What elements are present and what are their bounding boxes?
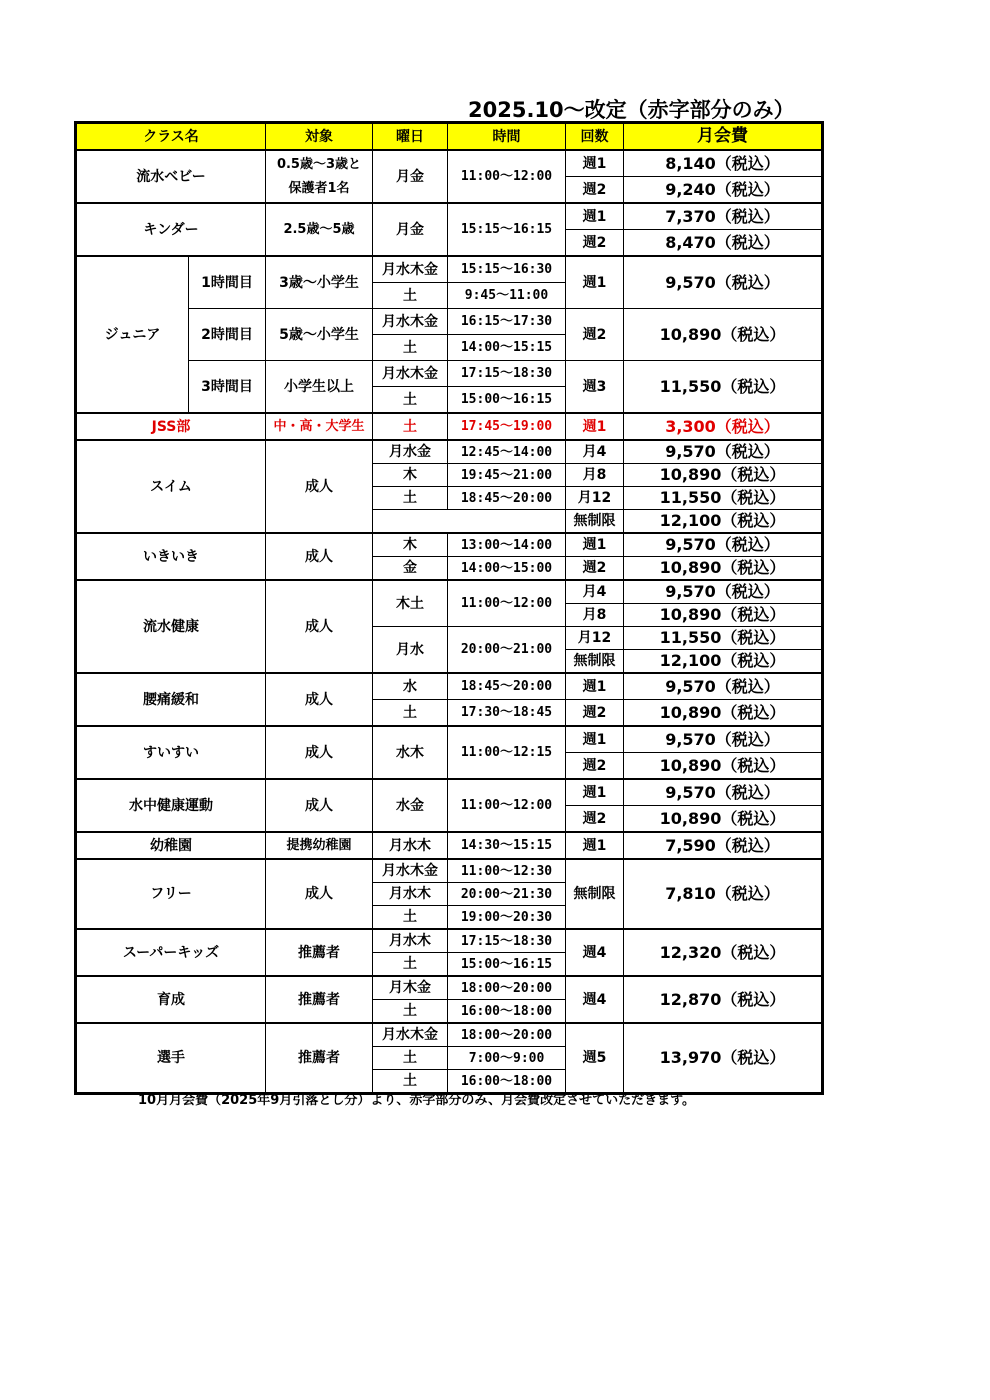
- fee: 12,100（税込）: [624, 510, 822, 534]
- target: [266, 150, 373, 203]
- table-row: [77, 256, 822, 283]
- time: 18:00～20:00: [448, 976, 566, 1000]
- table-row: [77, 580, 822, 604]
- day: 金: [373, 557, 448, 581]
- fee: 7,810（税込）: [624, 859, 822, 929]
- time: 14:00～15:00: [448, 557, 566, 581]
- table-row: [77, 929, 822, 953]
- time: 14:30～15:15: [448, 832, 566, 859]
- time: 11:00～12:00: [448, 779, 566, 832]
- empty-cell: [373, 510, 566, 534]
- count: 無制限: [566, 510, 624, 534]
- day: 土: [373, 1047, 448, 1070]
- fee: 7,370（税込）: [624, 203, 822, 230]
- fee: 12,100（税込）: [624, 650, 822, 674]
- fee-table: [76, 123, 822, 1093]
- class-name: ジュニア: [77, 256, 189, 413]
- header-day: 曜日: [373, 124, 448, 151]
- count: 週1: [566, 673, 624, 700]
- count: 月4: [566, 580, 624, 604]
- fee: 10,890（税込）: [624, 604, 822, 627]
- day: 土: [373, 335, 448, 361]
- time: 13:00～14:00: [448, 533, 566, 557]
- fee: 7,590（税込）: [624, 832, 822, 859]
- count: 週1: [566, 726, 624, 753]
- time: 11:00～12:30: [448, 859, 566, 883]
- class-name: JSS部: [77, 413, 266, 440]
- day: 月水木: [373, 929, 448, 953]
- target: 2.5歳～5歳: [266, 203, 373, 256]
- count: 週1: [566, 150, 624, 177]
- time: 9:45～11:00: [448, 283, 566, 309]
- class-name: いきいき: [77, 533, 266, 580]
- day: 水木: [373, 726, 448, 779]
- table-row: [77, 673, 822, 700]
- fee: 13,970（税込）: [624, 1023, 822, 1093]
- count: 週5: [566, 1023, 624, 1093]
- table-row: [77, 203, 822, 230]
- header-count: 回数: [566, 124, 624, 151]
- day: 月木金: [373, 976, 448, 1000]
- target: 成人: [266, 673, 373, 726]
- day: 月水木金: [373, 256, 448, 283]
- table-row: [77, 1023, 822, 1047]
- time: 14:00～15:15: [448, 335, 566, 361]
- target: 成人: [266, 779, 373, 832]
- target: 成人: [266, 726, 373, 779]
- target: 成人: [266, 440, 373, 533]
- class-name: 育成: [77, 976, 266, 1023]
- slot-label: 3時間目: [189, 361, 266, 414]
- count: 週2: [566, 177, 624, 204]
- count: 週2: [566, 700, 624, 727]
- class-name: フリー: [77, 859, 266, 929]
- fee: 9,570（税込）: [624, 440, 822, 464]
- day: 月水木金: [373, 1023, 448, 1047]
- class-name: 流水健康: [77, 580, 266, 673]
- fee: 8,470（税込）: [624, 230, 822, 257]
- count: 週1: [566, 256, 624, 309]
- time: 20:00～21:00: [448, 627, 566, 674]
- fee: 11,550（税込）: [624, 487, 822, 510]
- class-name: スイム: [77, 440, 266, 533]
- table-row: [77, 309, 822, 335]
- day: 土: [373, 953, 448, 977]
- count: 週2: [566, 557, 624, 581]
- target: 5歳～小学生: [266, 309, 373, 361]
- time: 17:30～18:45: [448, 700, 566, 727]
- count: 月8: [566, 464, 624, 487]
- day: 木: [373, 533, 448, 557]
- class-name: 選手: [77, 1023, 266, 1093]
- time: 12:45～14:00: [448, 440, 566, 464]
- table-row: [77, 976, 822, 1000]
- day: 月水木金: [373, 309, 448, 335]
- count: 週1: [566, 533, 624, 557]
- day: 月水木: [373, 832, 448, 859]
- table-row: [77, 832, 822, 859]
- count: 月8: [566, 604, 624, 627]
- count: 月12: [566, 627, 624, 650]
- table-row: [77, 779, 822, 806]
- time: 11:00～12:00: [448, 150, 566, 203]
- target: 推薦者: [266, 976, 373, 1023]
- count: 月4: [566, 440, 624, 464]
- fee: 8,140（税込）: [624, 150, 822, 177]
- day: 水: [373, 673, 448, 700]
- table-row: [77, 533, 822, 557]
- class-name: 腰痛緩和: [77, 673, 266, 726]
- target: 成人: [266, 533, 373, 580]
- time: 16:00～18:00: [448, 1070, 566, 1093]
- fee: 12,320（税込）: [624, 929, 822, 976]
- target: 小学生以上: [266, 361, 373, 414]
- target: 中・高・大学生: [266, 413, 373, 440]
- table-row: [77, 361, 822, 387]
- count: 週2: [566, 230, 624, 257]
- class-name: 水中健康運動: [77, 779, 266, 832]
- count: 週4: [566, 929, 624, 976]
- time: 18:45～20:00: [448, 487, 566, 510]
- target: 推薦者: [266, 1023, 373, 1093]
- day: 月水木金: [373, 361, 448, 387]
- fee: 10,890（税込）: [624, 806, 822, 833]
- fee: 3,300（税込）: [624, 413, 822, 440]
- day: 月水木: [373, 883, 448, 906]
- time: 15:15～16:15: [448, 203, 566, 256]
- fee: 10,890（税込）: [624, 753, 822, 780]
- header-target: 対象: [266, 124, 373, 151]
- day: 月金: [373, 203, 448, 256]
- count: 週1: [566, 832, 624, 859]
- time: 17:45～19:00: [448, 413, 566, 440]
- day: 月水金: [373, 440, 448, 464]
- count: 週4: [566, 976, 624, 1023]
- time: 17:15～18:30: [448, 361, 566, 387]
- fee: 10,890（税込）: [624, 557, 822, 581]
- page-title: 2025.10～改定（赤字部分のみ）: [468, 98, 795, 122]
- time: 11:00～12:00: [448, 580, 566, 627]
- fee: 9,570（税込）: [624, 580, 822, 604]
- day: 土: [373, 906, 448, 930]
- time: 19:00～20:30: [448, 906, 566, 930]
- count: 週2: [566, 753, 624, 780]
- count: 週1: [566, 779, 624, 806]
- day: 土: [373, 283, 448, 309]
- target-line: 0.5歳～3歳と: [276, 156, 362, 172]
- time: 19:45～21:00: [448, 464, 566, 487]
- day: 土: [373, 1000, 448, 1024]
- time: 20:00～21:30: [448, 883, 566, 906]
- target: 提携幼稚園: [266, 832, 373, 859]
- day: 土: [373, 1070, 448, 1093]
- day: 水金: [373, 779, 448, 832]
- table-row: [77, 726, 822, 753]
- day: 土: [373, 387, 448, 414]
- time: 17:15～18:30: [448, 929, 566, 953]
- time: 18:45～20:00: [448, 673, 566, 700]
- day: 木土: [373, 580, 448, 627]
- target: 3歳～小学生: [266, 256, 373, 309]
- time: 15:00～16:15: [448, 387, 566, 414]
- count: 週3: [566, 361, 624, 414]
- fee: 9,240（税込）: [624, 177, 822, 204]
- time: 15:15～16:30: [448, 256, 566, 283]
- time: 7:00～9:00: [448, 1047, 566, 1070]
- count: 無制限: [566, 859, 624, 929]
- count: 週2: [566, 309, 624, 361]
- class-name: キンダー: [77, 203, 266, 256]
- fee: 9,570（税込）: [624, 533, 822, 557]
- fee: 10,890（税込）: [624, 309, 822, 361]
- day: 土: [373, 413, 448, 440]
- header-class: クラス名: [77, 124, 266, 151]
- class-name: 幼稚園: [77, 832, 266, 859]
- day: 月金: [373, 150, 448, 203]
- time: 15:00～16:15: [448, 953, 566, 977]
- day: 月水: [373, 627, 448, 674]
- target: 推薦者: [266, 929, 373, 976]
- day: 土: [373, 700, 448, 727]
- day: 月水木金: [373, 859, 448, 883]
- day: 土: [373, 487, 448, 510]
- count: 無制限: [566, 650, 624, 674]
- time: 11:00～12:15: [448, 726, 566, 779]
- time: 16:00～18:00: [448, 1000, 566, 1024]
- target-line: 保護者1名: [288, 180, 350, 196]
- fee: 11,550（税込）: [624, 361, 822, 414]
- table-row: [77, 150, 822, 177]
- fee: 9,570（税込）: [624, 256, 822, 309]
- fee: 9,570（税込）: [624, 726, 822, 753]
- header-fee: 月会費: [624, 124, 822, 151]
- slot-label: 2時間目: [189, 309, 266, 361]
- fee: 12,870（税込）: [624, 976, 822, 1023]
- slot-label: 1時間目: [189, 256, 266, 309]
- table-row: [77, 859, 822, 883]
- table-row: [77, 413, 822, 440]
- header-time: 時間: [448, 124, 566, 151]
- count: 週2: [566, 806, 624, 833]
- fee: 9,570（税込）: [624, 673, 822, 700]
- time: 18:00～20:00: [448, 1023, 566, 1047]
- fee: 11,550（税込）: [624, 627, 822, 650]
- target: 成人: [266, 580, 373, 673]
- class-name: スーパーキッズ: [77, 929, 266, 976]
- class-name: 流水ベビー: [77, 150, 266, 203]
- table-header-row: [77, 124, 822, 151]
- fee: 10,890（税込）: [624, 464, 822, 487]
- footnote: 10月月会費（2025年9月引落とし分）より、赤字部分のみ、月会費改定させていただきます。: [138, 1093, 696, 1108]
- time: 16:15～17:30: [448, 309, 566, 335]
- count: 週1: [566, 203, 624, 230]
- count: 週1: [566, 413, 624, 440]
- target: 成人: [266, 859, 373, 929]
- day: 木: [373, 464, 448, 487]
- class-name: すいすい: [77, 726, 266, 779]
- fee: 9,570（税込）: [624, 779, 822, 806]
- fee: 10,890（税込）: [624, 700, 822, 727]
- table-row: [77, 440, 822, 464]
- count: 月12: [566, 487, 624, 510]
